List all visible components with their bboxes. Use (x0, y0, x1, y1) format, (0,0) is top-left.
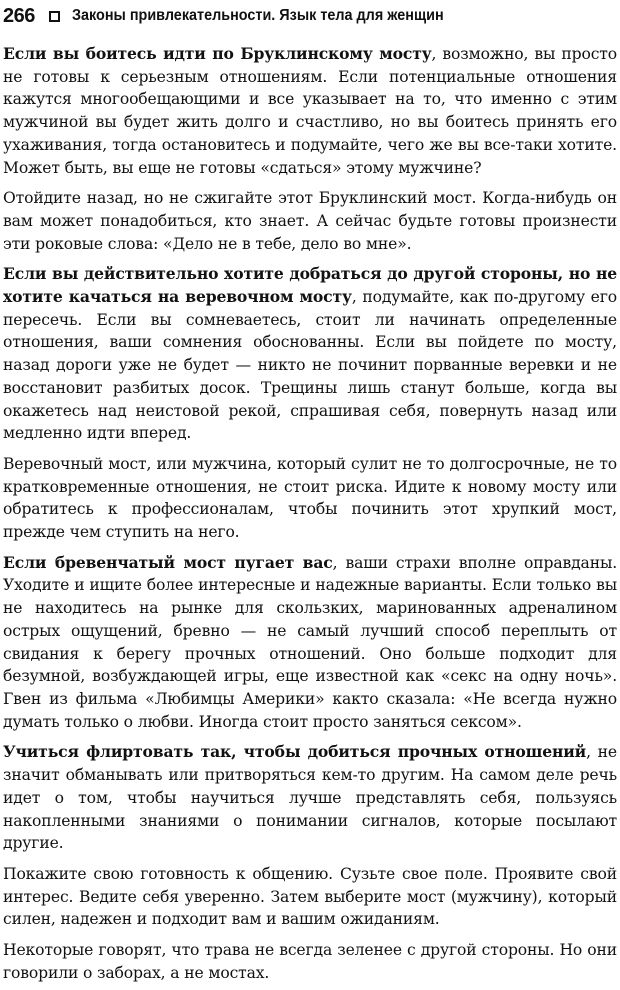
paragraph (3, 263, 617, 445)
page-body (3, 43, 617, 984)
running-title: Законы привлекательности. Язык тела для женщин (71, 7, 444, 24)
paragraph (3, 863, 617, 931)
paragraph (3, 741, 617, 855)
paragraph (3, 187, 617, 255)
paragraph-lead: Учиться флиртовать так, чтобы добиться прочных отношений (3, 742, 587, 762)
book-page (0, 3, 620, 990)
paragraph-lead: Если вы боитесь идти по Бруклинскому мосту (3, 44, 432, 63)
paragraph-text: Некоторые говорят, что трава не всегда зеленее с другой стороны. Но они говорили о заборах, а не мостах. (3, 941, 617, 982)
paragraph-lead: Если вы действительно хотите добраться до другой стороны, но не хотите качаться на веревочном мосту (3, 264, 617, 307)
paragraph-text: Отойдите назад, но не сжигайте этот Бруклинский мост. Когда-нибудь он вам может понадобиться, кто знает. А сейчас будьте готовы произнести эти роковые слова: «Дело не в тебе, дело во мне». (3, 189, 617, 253)
paragraph-text: , подумайте, как по-другому его пересечь. Если вы сомневаетесь, стоит ли начинать определенные отношения, ваши сомнения обоснованны. Если вы пойдете по мосту, назад дороги уже не будет — никто не починит порванные веревки и не восстановит разбитых досок. Трещины лишь станут больше, когда вы окажетесь над неистовой рекой, спрашивая себя, повернуть назад или медленно идти вперед. (3, 288, 617, 443)
paragraph (3, 43, 617, 179)
paragraph-text: Покажите свою готовность к общению. Сузьте свое поле. Проявите свой интерес. Ведите себя уверенно. Затем выберите мост (мужчину), который силен, надежен и подходит вам и вашим ожиданиям. (3, 864, 617, 929)
page-header (3, 3, 617, 29)
paragraph-text: Веревочный мост, или мужчина, который сулит не то долгосрочные, не то кратковременные отношения, не стоит риска. Идите к новому мосту или обратитесь к профессионалам, чтобы починить этот хрупкий мост, прежде чем ступить на него. (3, 454, 617, 542)
paragraph (3, 939, 617, 984)
paragraph-text: , не значит обманывать или притворяться кем-то другим. На самом деле речь идет о том, чтобы научиться лучше представлять себя, пользуясь накопленными знаниями о понимании сигналов, которые посылают другие. (3, 743, 617, 853)
paragraph-lead: Если бревенчатый мост пугает вас (3, 552, 333, 572)
paragraph-text: , ваши страхи вполне оправданы. Уходите и ищите более интересные и надежные варианты. Если только вы не находитесь на рынке для скользких, маринованных адреналином острых ощущений, бревно — не самый лучший способ переплыть от свидания к берегу прочных отношений. Оно больше подходит для безумной, возбуждающей игры, еще известной как «секс на одну ночь». Гвен из фильма «Любимцы Америки» както сказала: «Не всегда нужно думать только о любви. Иногда стоит просто заняться сексом». (3, 553, 618, 731)
paragraph (3, 552, 617, 734)
page-number: 266 (3, 4, 35, 27)
checkbox-square-icon (49, 11, 60, 22)
paragraph-text: , возможно, вы просто не готовы к серьезным отношениям. Если потенциальные отношения кажутся многообещающими и все указывает на то, что именно с этим мужчиной вы будет жить долго и счастливо, но вы боитесь принять его ухаживания, тогда остановитесь и подумайте, чего же вы все-таки хотите. Может быть, вы еще не готовы «сдаться» этому мужчине? (3, 45, 618, 177)
paragraph (3, 453, 617, 544)
